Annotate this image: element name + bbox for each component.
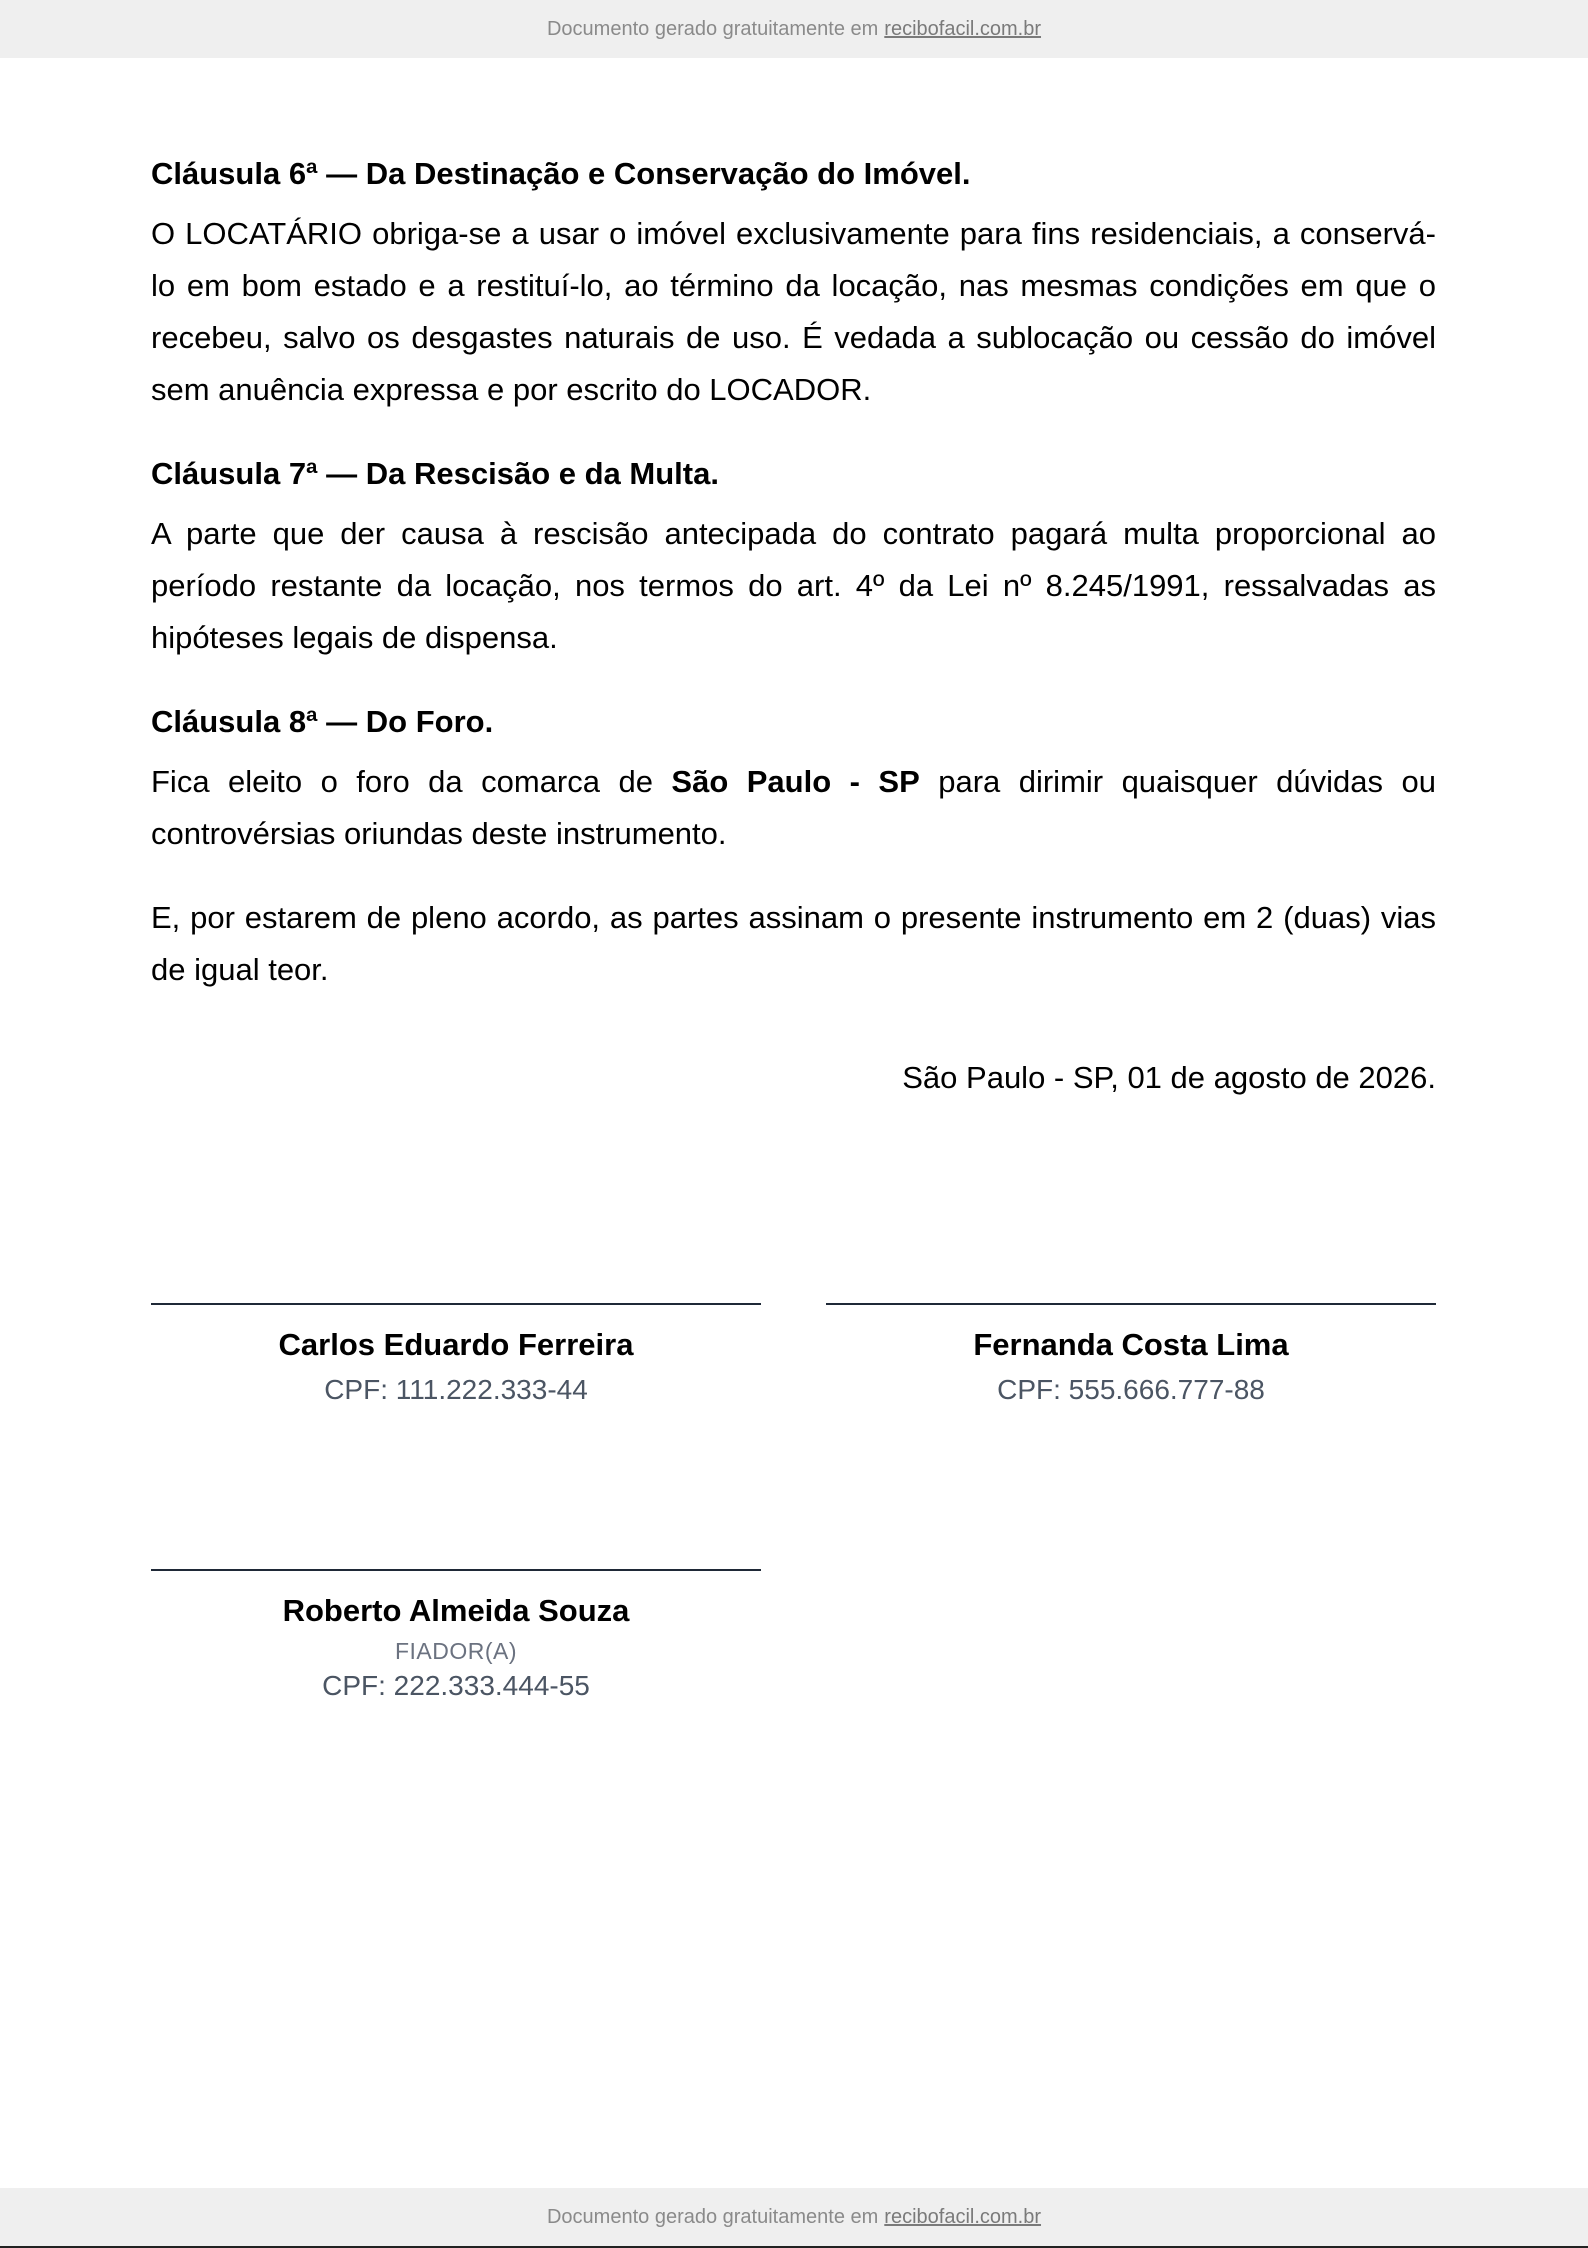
clause-7-title: Cláusula 7ª — Da Rescisão e da Multa. bbox=[151, 456, 719, 491]
clause-7-body: A parte que der causa à rescisão antecipada do contrato pagará multa proporcional ao período restante da locação, nos termos do art. 4º da Lei nº 8.245/1991, ressalvadas as hipóteses legais de dispensa. bbox=[151, 516, 1436, 655]
clause-8-body-start: Fica eleito o foro da comarca de bbox=[151, 764, 653, 799]
banner-link[interactable]: recibofacil.com.br bbox=[884, 17, 1042, 40]
banner-text: Documento gerado gratuitamente em bbox=[546, 2205, 879, 2228]
signature-line bbox=[151, 1303, 761, 1305]
signatory-cpf: CPF: 222.333.444-55 bbox=[322, 1670, 590, 1701]
clause-8-jurisdiction: São Paulo - SP bbox=[671, 764, 920, 799]
clause-8-body-end: para dirimir quaisquer dúvidas ou controvérsias oriundas deste instrumento. bbox=[151, 764, 1436, 851]
signatory-cpf: CPF: 111.222.333-44 bbox=[324, 1374, 588, 1405]
closing-paragraph: E, por estarem de pleno acordo, as partes assinam o presente instrumento em 2 (duas) vias de igual teor. bbox=[151, 900, 1436, 987]
signature-block-1 bbox=[151, 1303, 761, 1407]
signatory-cpf: CPF: 555.666.777-88 bbox=[997, 1374, 1265, 1405]
clause-8-title: Cláusula 8ª — Do Foro. bbox=[151, 704, 494, 739]
signature-line bbox=[151, 1569, 761, 1571]
clause-6-body: O LOCATÁRIO obriga-se a usar o imóvel exclusivamente para fins residenciais, a conservá-lo em bom estado e a restituí-lo, ao término da locação, nas mesmas condições em que o recebeu, salvo os desgastes naturais de uso. É vedada a sublocação ou cessão do imóvel sem anuência expressa e por escrito do LOCADOR. bbox=[151, 216, 1436, 407]
generated-banner-top bbox=[0, 0, 1588, 58]
signature-line bbox=[826, 1303, 1436, 1305]
signatory-name: Fernanda Costa Lima bbox=[973, 1327, 1289, 1362]
signatory-role: FIADOR(A) bbox=[394, 1638, 518, 1664]
signatory-name: Carlos Eduardo Ferreira bbox=[278, 1327, 634, 1362]
clause-8-body bbox=[151, 756, 1436, 860]
place-date-line: São Paulo - SP, 01 de agosto de 2026. bbox=[902, 1060, 1436, 1095]
banner-text: Documento gerado gratuitamente em bbox=[546, 17, 879, 40]
banner-link[interactable]: recibofacil.com.br bbox=[884, 2205, 1042, 2228]
signature-block-guarantor bbox=[151, 1569, 761, 1703]
generated-banner-bottom bbox=[0, 2188, 1588, 2248]
signature-block-2 bbox=[826, 1303, 1436, 1407]
signatory-name: Roberto Almeida Souza bbox=[282, 1593, 630, 1628]
clause-6-title: Cláusula 6ª — Da Destinação e Conservação do Imóvel. bbox=[151, 156, 971, 191]
